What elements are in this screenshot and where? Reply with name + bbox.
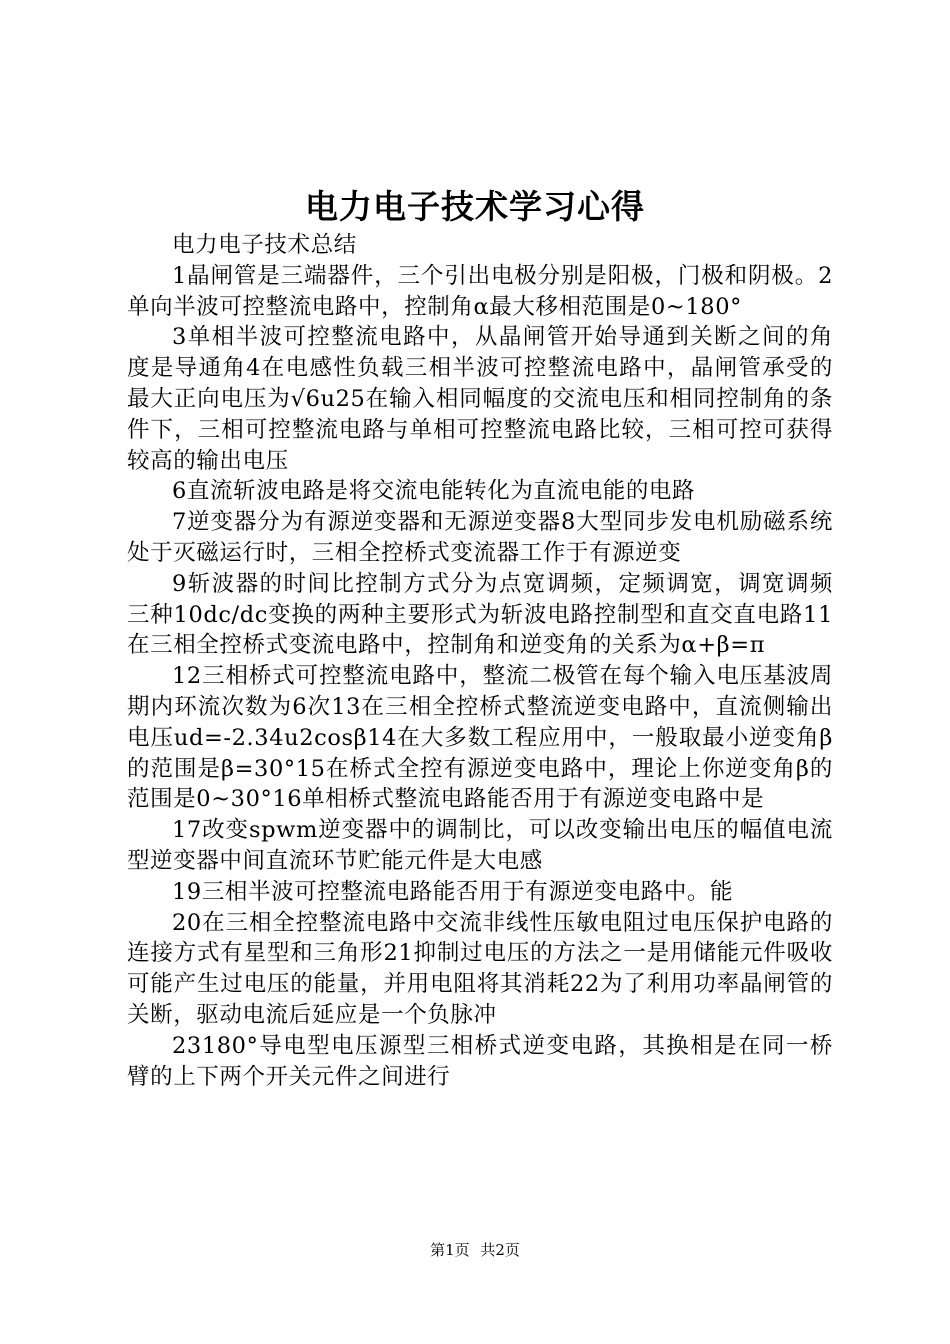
page-footer (0, 1240, 950, 1260)
paragraph: 19三相半波可控整流电路能否用于有源逆变电路中。能 (172, 878, 734, 905)
paragraph: 6直流斩波电路是将交流电能转化为直流电能的电路 (172, 478, 696, 505)
paragraph: 1晶闸管是三端器件，三个引出电极分别是阳极，门极和阴极。2单向半波可控整流电路中，控制角α最大移相范围是0~180° (127, 262, 833, 320)
page-number: 第1页 (430, 1241, 470, 1259)
paragraph: 电力电子技术总结 (172, 232, 357, 258)
paragraph: 7逆变器分为有源逆变器和无源逆变器8大型同步发电机励磁系统处于灭磁运行时，三相全控桥式变流器工作于有源逆变 (127, 509, 833, 566)
paragraph: 20在三相全控整流电路中交流非线性压敏电阻过电压保护电路的连接方式有星型和三角形21抑制过电压的方法之一是用储能元件吸收可能产生过电压的能量，并用电阻将其消耗22为了利用功率晶闸管的关断，驱动电流后延应是一个负脉冲 (127, 909, 833, 1028)
paragraph: 12三相桥式可控整流电路中，整流二极管在每个输入电压基波周期内环流次数为6次13在三相全控桥式整流逆变电路中，直流侧输出电压ud=-2.34u2cosβ14在大多数工程应用中，一般取最小逆变角β的范围是β=30°15在桥式全控有源逆变电路中，理论上你逆变角β的范围是0~30°16单相桥式整流电路能否用于有源逆变电路中是 (127, 663, 833, 813)
paragraph: 23180°导电型电压源型三相桥式逆变电路，其换相是在同一桥臂的上下两个开关元件之间进行 (127, 1032, 833, 1090)
paragraph: 9斩波器的时间比控制方式分为点宽调频，定频调宽，调宽调频三种10dc/dc变换的两种主要形式为斩波电路控制型和直交直电路11在三相全控桥式变流电路中，控制角和逆变角的关系为α+β=π (127, 570, 833, 659)
paragraph: 3单相半波可控整流电路中，从晶闸管开始导通到关断之间的角度是导通角4在电感性负载三相半波可控整流电路中，晶闸管承受的最大正向电压为√6u25在输入相同幅度的交流电压和相同控制角的条件下，三相可控整流电路与单相可控整流电路比较，三相可控可获得较高的输出电压 (127, 324, 833, 474)
document-body (127, 230, 833, 1092)
paragraph: 17改变spwm逆变器中的调制比，可以改变输出电压的幅值电流型逆变器中间直流环节贮能元件是大电感 (127, 817, 833, 874)
document-title: 电力电子技术学习心得 (305, 187, 645, 226)
page-total: 共2页 (480, 1241, 520, 1259)
